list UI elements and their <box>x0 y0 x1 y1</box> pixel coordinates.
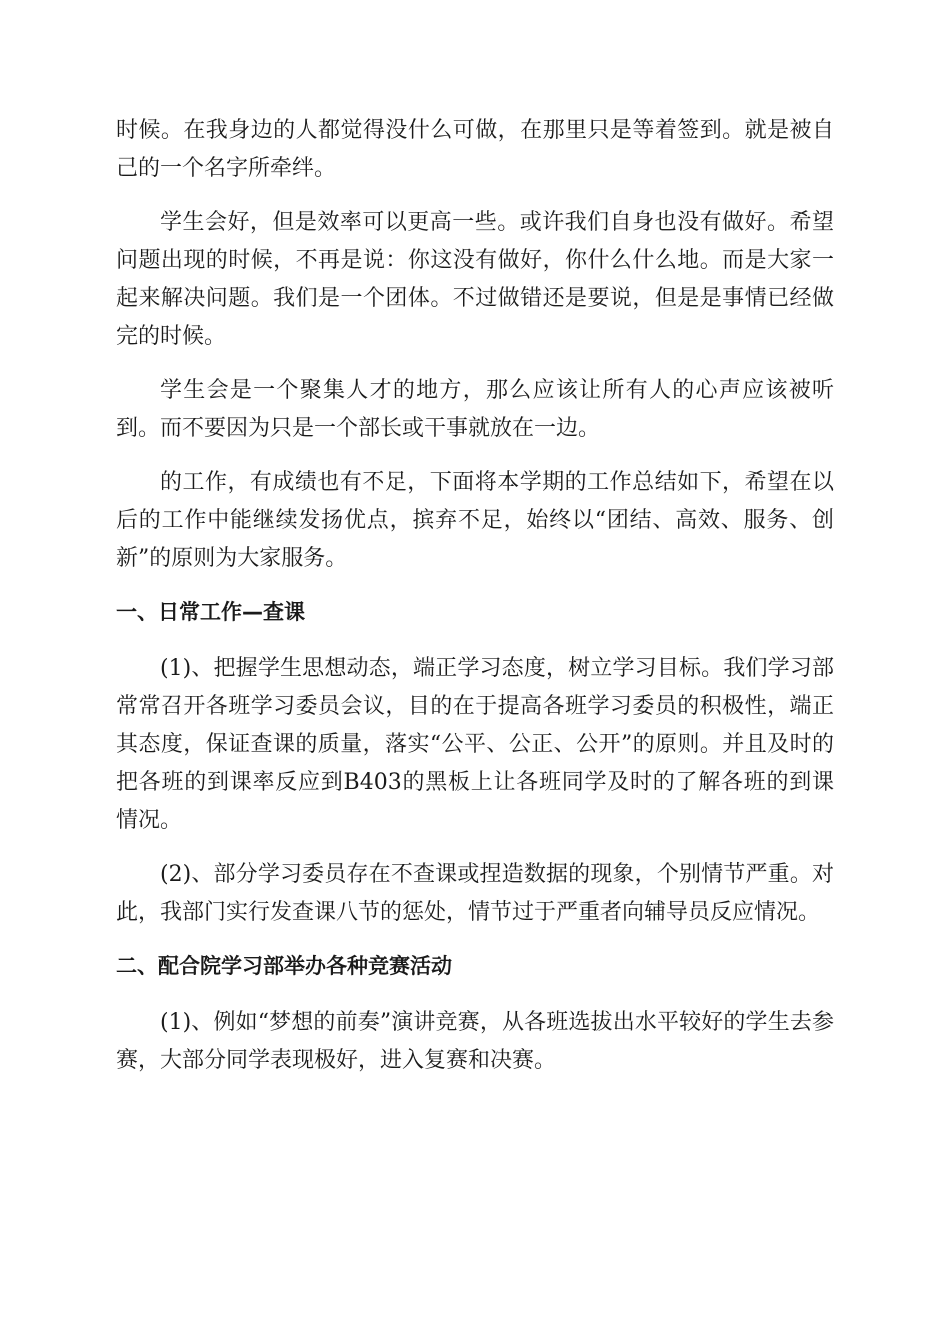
paragraph: 学生会好，但是效率可以更高一些。或许我们自身也没有做好。希望问题出现的时候，不再是说：你这没有做好，你什么什么地。而是大家一起来解决问题。我们是一个团体。不过做错还是要说，但是是事情已经做完的时候。 <box>116 210 834 349</box>
paragraph: (1)、例如“梦想的前奏”演讲竞赛，从各班选拔出水平较好的学生去参赛，大部分同学表现极好，进入复赛和决赛。 <box>116 1010 834 1073</box>
section-heading-daily-work: 一、日常工作—查课 <box>116 600 305 624</box>
paragraph: (2)、部分学习委员存在不查课或捏造数据的现象，个别情节严重。对此，我部门实行发查课八节的惩处，情节过于严重者向辅导员反应情况。 <box>116 862 834 925</box>
paragraph: 时候。在我身边的人都觉得没什么可做，在那里只是等着签到。就是被自己的一个名字所牵绊。 <box>116 118 834 181</box>
document-page <box>116 112 834 1096</box>
paragraph: (1)、把握学生思想动态，端正学习态度，树立学习目标。我们学习部常常召开各班学习委员会议，目的在于提高各班学习委员的积极性，端正其态度，保证查课的质量，落实“公平、公正、公开”的原则。并且及时的把各班的到课率反应到B403的黑板上让各班同学及时的了解各班的到课情况。 <box>116 656 834 833</box>
section-heading-competitions: 二、配合院学习部举办各种竞赛活动 <box>116 954 452 978</box>
paragraph: 学生会是一个聚集人才的地方，那么应该让所有人的心声应该被听到。而不要因为只是一个部长或干事就放在一边。 <box>116 378 834 441</box>
paragraph: 的工作，有成绩也有不足，下面将本学期的工作总结如下，希望在以后的工作中能继续发扬优点，摈弃不足，始终以“团结、高效、服务、创新”的原则为大家服务。 <box>116 470 834 571</box>
